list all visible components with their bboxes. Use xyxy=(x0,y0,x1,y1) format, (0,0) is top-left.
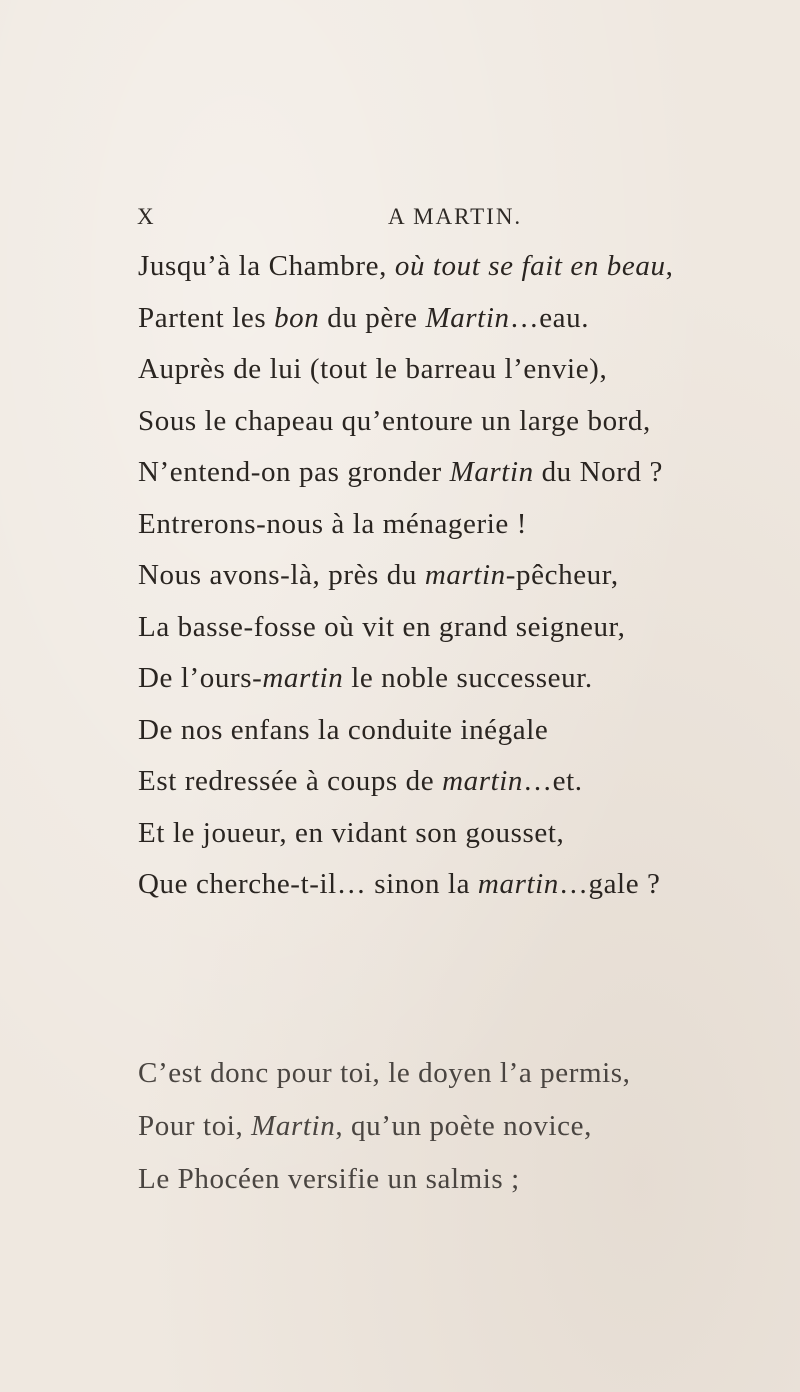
verse-line xyxy=(138,499,778,551)
verse-line xyxy=(138,859,778,911)
verse-segment-italic: où tout se fait en beau xyxy=(394,250,666,282)
verse-line xyxy=(138,705,778,757)
verse-segment: , xyxy=(665,250,674,282)
running-head xyxy=(0,204,800,234)
verse-segment: , qu’un poète novice, xyxy=(335,1110,592,1142)
verse-segment: Et le joueur, en vidant son gousset, xyxy=(138,816,565,849)
verse-segment: Que cherche-t-il… sinon la xyxy=(138,868,478,900)
verse-line xyxy=(138,396,778,448)
verse-segment: Auprès de lui (tout le barreau l’envie), xyxy=(138,353,608,385)
verse-segment: le noble successeur. xyxy=(343,662,593,694)
verse-segment: -pêcheur, xyxy=(505,559,619,591)
verse-line xyxy=(138,756,778,808)
running-title: A MARTIN. xyxy=(388,204,523,229)
verse-line xyxy=(138,344,778,396)
verse-segment: du Nord ? xyxy=(533,456,663,488)
verse-segment-italic: Martin xyxy=(425,301,510,334)
page-number: X xyxy=(137,204,155,229)
verse-line xyxy=(138,1100,778,1153)
verse-segment: De l’ours- xyxy=(138,662,263,694)
verse-segment: De nos enfans la conduite inégale xyxy=(138,713,549,746)
verse-segment: Partent les xyxy=(138,301,275,334)
verse-line xyxy=(138,653,778,705)
verse-segment-italic: Martin xyxy=(449,456,534,488)
verse-segment: du père xyxy=(319,301,426,334)
verse-segment: C’est donc pour toi, le doyen l’a permis, xyxy=(138,1057,631,1089)
verse-segment: …eau. xyxy=(509,301,590,334)
verse-line xyxy=(138,447,778,499)
verse-segment: Jusqu’à la Chambre, xyxy=(138,250,395,282)
verse-segment: La basse-fosse où vit en grand seigneur, xyxy=(138,610,626,643)
verse-segment: Sous le chapeau qu’entoure un large bord, xyxy=(138,404,651,437)
poem-stanza-2 xyxy=(138,1047,778,1206)
verse-line xyxy=(138,602,778,654)
verse-segment-italic: Martin xyxy=(251,1110,336,1142)
poem-stanza-1 xyxy=(138,241,778,911)
verse-segment: Le Phocéen versifie un salmis ; xyxy=(138,1163,520,1195)
verse-segment: …et. xyxy=(523,765,583,797)
verse-segment-italic: martin xyxy=(442,765,524,797)
verse-segment-italic: martin xyxy=(424,559,506,591)
verse-segment-italic: bon xyxy=(274,301,320,334)
verse-segment-italic: martin xyxy=(262,662,344,694)
verse-segment: Nous avons-là, près du xyxy=(138,559,425,591)
verse-line xyxy=(138,550,778,602)
verse-segment: Pour toi, xyxy=(138,1110,252,1142)
verse-segment: Est redressée à coups de xyxy=(138,765,443,797)
verse-line xyxy=(138,1153,778,1206)
verse-line xyxy=(138,808,778,860)
verse-segment: …gale ? xyxy=(558,868,661,900)
verse-segment-italic: martin xyxy=(477,868,559,900)
verse-segment: Entrerons-nous à la ménagerie ! xyxy=(138,507,528,540)
verse-line xyxy=(138,293,778,345)
verse-line xyxy=(138,1047,778,1100)
verse-line xyxy=(138,241,778,293)
verse-segment: N’entend-on pas gronder xyxy=(138,456,450,488)
